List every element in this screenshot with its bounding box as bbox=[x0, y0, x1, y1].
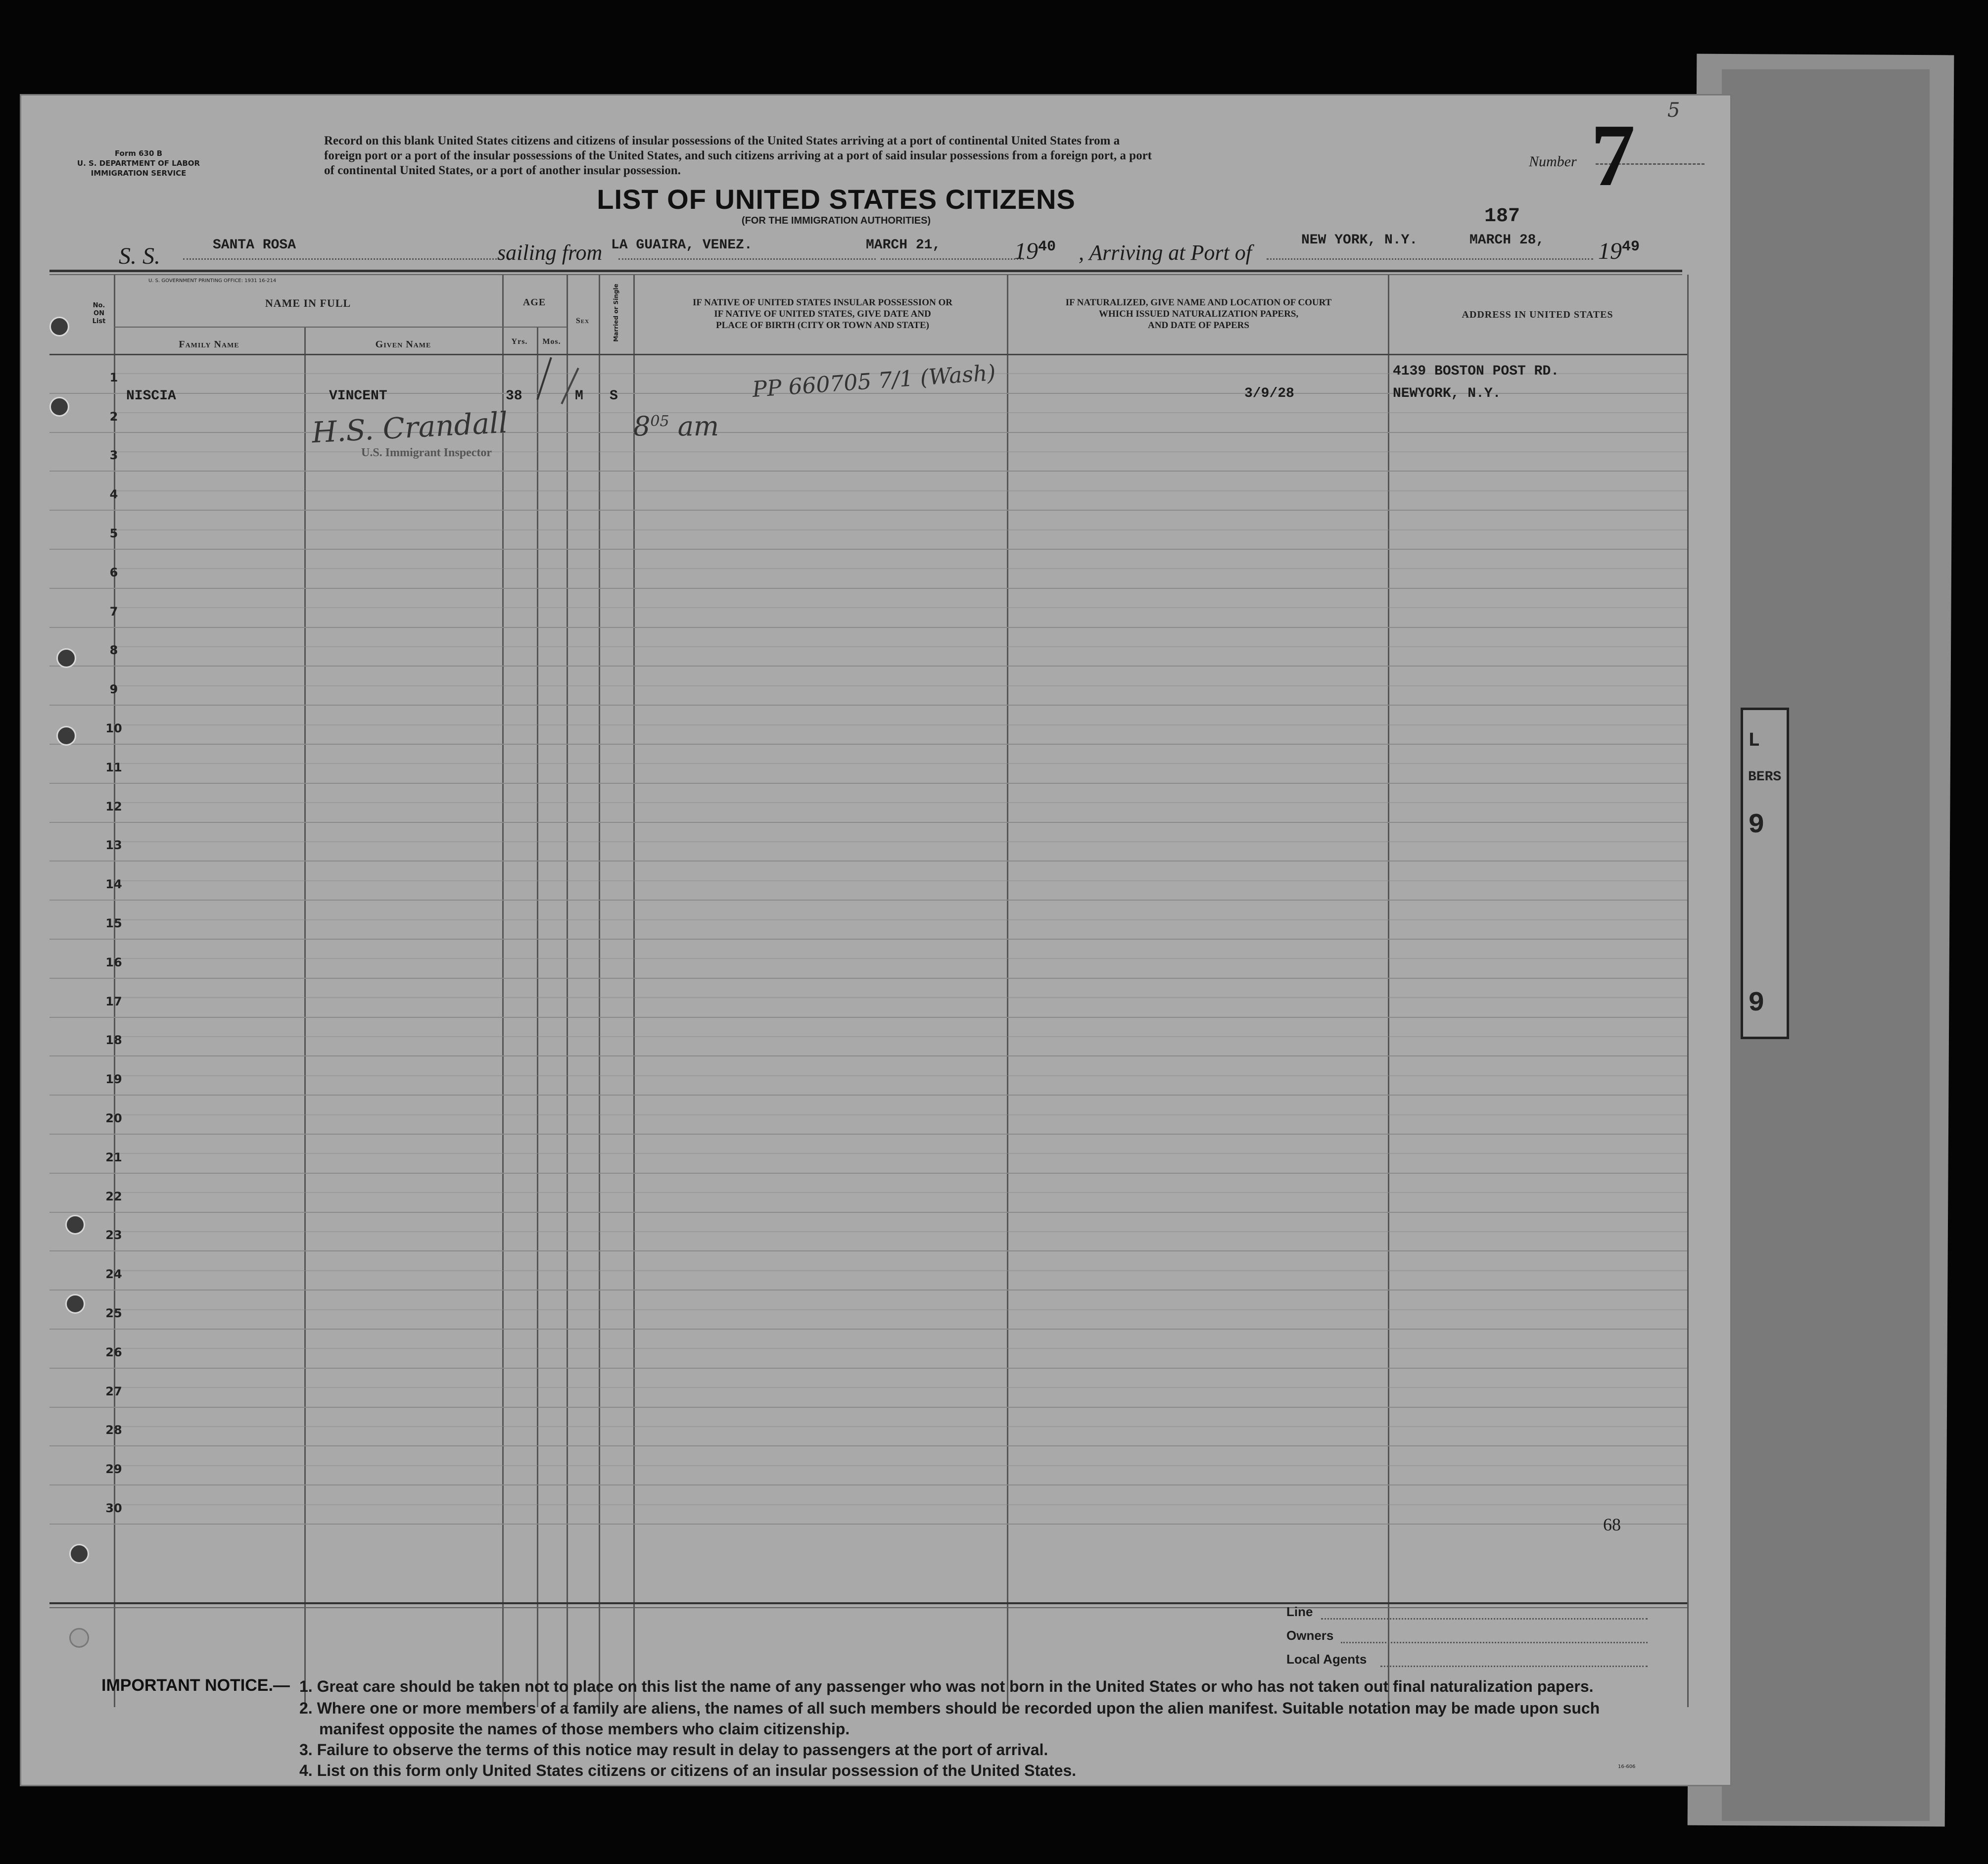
header-native-line-3: PLACE OF BIRTH (CITY OR TOWN AND STATE) bbox=[716, 320, 929, 331]
arrival-date: MARCH 28, bbox=[1469, 233, 1545, 248]
sailing-label: sailing from bbox=[497, 240, 603, 265]
number-value: 7 bbox=[1591, 106, 1635, 204]
row-guide-line bbox=[114, 958, 1687, 959]
row-number: 10 bbox=[105, 721, 122, 735]
line-label: Line bbox=[1286, 1604, 1313, 1619]
notice-3: 3. Failure to observe the terms of this notice may result in delay to passengers at the port of arrival. bbox=[299, 1741, 1048, 1759]
row-guide-line bbox=[114, 1309, 1687, 1310]
header-age: AGE bbox=[522, 297, 546, 308]
row-guide-line bbox=[114, 646, 1687, 647]
manifest-sheet bbox=[20, 94, 1732, 1786]
row-number: 25 bbox=[105, 1306, 122, 1320]
col-rule-native bbox=[1007, 275, 1008, 1707]
owners-underline bbox=[1341, 1642, 1648, 1643]
row-guide-line bbox=[114, 1153, 1687, 1154]
instructions bbox=[324, 134, 1452, 178]
agents-label: Local Agents bbox=[1286, 1652, 1367, 1667]
row-number: 29 bbox=[105, 1462, 122, 1477]
row-guide-line bbox=[114, 451, 1687, 452]
sail-year-suffix: 40 bbox=[1038, 239, 1056, 255]
row-number: 7 bbox=[109, 604, 118, 619]
col-rule-given bbox=[502, 275, 504, 1707]
row-number: 18 bbox=[105, 1033, 122, 1048]
table-bottom-rule bbox=[49, 1602, 1687, 1604]
instruction-line-1: Record on this blank United States citizens and citizens of insular possessions of the United States arriving at a port of continental United States from a bbox=[324, 134, 1120, 147]
binder-hole bbox=[69, 1544, 89, 1564]
table-row bbox=[49, 471, 1687, 472]
side-stub-tab bbox=[1741, 708, 1789, 1039]
header-sub-rule bbox=[114, 327, 567, 328]
row-number: 14 bbox=[105, 877, 122, 892]
row-guide-line bbox=[114, 1270, 1687, 1271]
inspector-stamp: U.S. Immigrant Inspector bbox=[361, 446, 492, 459]
col-rule-address bbox=[1687, 275, 1689, 1707]
row-number: 30 bbox=[105, 1501, 122, 1515]
stub-label: BERS bbox=[1748, 769, 1782, 785]
col-rule-naturalized bbox=[1388, 275, 1389, 1707]
row-number: 3 bbox=[109, 448, 118, 463]
table-row bbox=[49, 783, 1687, 784]
table-row bbox=[49, 1329, 1687, 1330]
header-native-line-2: IF NATIVE OF UNITED STATES, GIVE DATE AND bbox=[714, 309, 931, 319]
table-row bbox=[49, 627, 1687, 628]
row-guide-line bbox=[114, 1348, 1687, 1349]
header-naturalized-line-1: IF NATURALIZED, GIVE NAME AND LOCATION OF COURT bbox=[1065, 297, 1332, 308]
table-row bbox=[49, 1055, 1687, 1056]
table-bottom-rule-2 bbox=[49, 1607, 1687, 1608]
table-row bbox=[49, 588, 1687, 589]
arrival-year-suffix: 49 bbox=[1622, 239, 1640, 255]
table-row bbox=[49, 1445, 1687, 1446]
table-row bbox=[49, 705, 1687, 706]
row-guide-line bbox=[114, 1426, 1687, 1427]
row-guide-line bbox=[114, 1465, 1687, 1466]
header-no-on-list bbox=[79, 302, 119, 326]
table-row bbox=[49, 1407, 1687, 1408]
row-guide-line bbox=[114, 607, 1687, 608]
header-married-single: Married or Single bbox=[613, 284, 619, 342]
inspector-signature: H.S. Crandall bbox=[311, 405, 509, 450]
table-row bbox=[49, 900, 1687, 901]
table-row bbox=[49, 510, 1687, 511]
table-row bbox=[49, 1017, 1687, 1018]
instruction-line-2: foreign port or a port of the insular possessions of the United States, and such citizens arriving at a port of said insular possessions from a foreign port, a port bbox=[324, 149, 1152, 162]
owners-label: Owners bbox=[1286, 1628, 1334, 1643]
table-row bbox=[49, 1212, 1687, 1213]
row-guide-line bbox=[114, 490, 1687, 491]
ss-label: S. S. bbox=[119, 243, 160, 269]
table-row bbox=[49, 1095, 1687, 1096]
row-guide-line bbox=[114, 724, 1687, 725]
from-port-underline bbox=[618, 258, 876, 260]
table-row bbox=[49, 939, 1687, 940]
row-number: 15 bbox=[105, 916, 122, 930]
row-number: 1 bbox=[109, 370, 118, 384]
row-guide-line bbox=[114, 685, 1687, 686]
table-row bbox=[49, 666, 1687, 667]
stub-letter: L bbox=[1748, 730, 1760, 752]
department: U. S. DEPARTMENT OF LABOR bbox=[77, 159, 200, 168]
table-row bbox=[49, 744, 1687, 745]
entry-address-line-2: NEWYORK, N.Y. bbox=[1393, 386, 1501, 401]
row-number: 2 bbox=[109, 409, 118, 424]
row-number: 24 bbox=[105, 1267, 122, 1282]
row-number: 8 bbox=[109, 643, 118, 658]
header-family-name: Family Name bbox=[179, 339, 239, 350]
row-number: 26 bbox=[105, 1345, 122, 1359]
table-row bbox=[49, 549, 1687, 550]
entry-given-name: VINCENT bbox=[329, 388, 387, 404]
number-label: Number bbox=[1529, 153, 1577, 170]
row-guide-line bbox=[114, 880, 1687, 881]
header-naturalized bbox=[1009, 297, 1388, 331]
row-number: 19 bbox=[105, 1072, 122, 1087]
row-guide-line bbox=[114, 841, 1687, 842]
notice-2-continued: manifest opposite the names of those members who claim citizenship. bbox=[319, 1720, 850, 1738]
table-row bbox=[49, 1484, 1687, 1485]
row-number: 20 bbox=[105, 1111, 122, 1125]
header-bottom-rule bbox=[49, 354, 1687, 355]
row-guide-line bbox=[114, 1075, 1687, 1076]
row-number: 21 bbox=[105, 1150, 122, 1164]
sail-year-prefix: 19 bbox=[1014, 238, 1038, 264]
form-id: Form 630 B bbox=[114, 149, 163, 158]
table-top-rule-2 bbox=[49, 274, 1682, 275]
notice-4: 4. List on this form only United States citizens or citizens of an insular possession of the United States. bbox=[299, 1762, 1077, 1779]
row-number: 5 bbox=[109, 526, 118, 540]
header-mos: Mos. bbox=[542, 337, 561, 346]
row-number: 23 bbox=[105, 1228, 122, 1243]
table-row bbox=[49, 1250, 1687, 1251]
arrival-underline bbox=[1267, 258, 1593, 260]
table-row bbox=[49, 978, 1687, 979]
printing-note: U. S. GOVERNMENT PRINTING OFFICE: 1931 16-214 bbox=[148, 278, 277, 284]
stub-digit-bottom: 9 bbox=[1748, 987, 1765, 1019]
from-port: LA GUAIRA, VENEZ. bbox=[611, 238, 753, 253]
page-subtitle: (FOR THE IMMIGRATION AUTHORITIES) bbox=[741, 215, 931, 226]
row-number: 4 bbox=[109, 487, 118, 502]
header-name-in-full: NAME IN FULL bbox=[265, 297, 351, 309]
arrival-year-prefix: 19 bbox=[1598, 238, 1622, 264]
entry-family-name: NISCIA bbox=[126, 388, 176, 404]
table-row bbox=[49, 1368, 1687, 1369]
sail-year bbox=[1014, 238, 1056, 265]
header-native bbox=[638, 297, 1007, 331]
binder-hole-faint bbox=[69, 1628, 89, 1648]
row-number: 22 bbox=[105, 1189, 122, 1203]
row-guide-line bbox=[114, 763, 1687, 764]
row-guide-line bbox=[114, 1114, 1687, 1115]
ship-name: SANTA ROSA bbox=[213, 238, 296, 253]
row-guide-line bbox=[114, 1387, 1687, 1388]
col-rule-marital bbox=[633, 275, 635, 1707]
table-row bbox=[49, 860, 1687, 861]
stamp-number: 187 bbox=[1484, 205, 1520, 228]
form-code: 16-606 bbox=[1618, 1764, 1636, 1769]
line-underline bbox=[1321, 1618, 1648, 1620]
number-mark: 5 bbox=[1667, 99, 1680, 122]
table-row bbox=[49, 432, 1687, 433]
row-number: 27 bbox=[105, 1384, 122, 1398]
binder-hole bbox=[49, 397, 69, 417]
sail-date-underline bbox=[881, 258, 1024, 260]
table-top-rule bbox=[49, 270, 1682, 272]
header-no-line-2: ON bbox=[94, 310, 104, 317]
header-yrs: Yrs. bbox=[511, 337, 528, 346]
header-no-line-1: No. bbox=[93, 302, 105, 309]
form-id-block bbox=[59, 148, 218, 178]
row-guide-line bbox=[114, 1036, 1687, 1037]
header-no-line-3: List bbox=[92, 318, 106, 325]
row-number: 17 bbox=[105, 994, 122, 1008]
page-count: 68 bbox=[1603, 1515, 1621, 1534]
table-row bbox=[49, 1134, 1687, 1135]
row-guide-line bbox=[114, 802, 1687, 803]
sail-date: MARCH 21, bbox=[866, 238, 941, 253]
entry-sex: M bbox=[575, 388, 583, 404]
row-guide-line bbox=[114, 568, 1687, 569]
arrival-year bbox=[1598, 238, 1640, 265]
row-guide-line bbox=[114, 412, 1687, 413]
row-number: 13 bbox=[105, 838, 122, 853]
entry-native-note: PP 660705 7/1 (Wash) bbox=[751, 360, 997, 403]
notice-2: 2. Where one or more members of a family are aliens, the names of all such members should be recorded upon the alien manifest. Suitable notation may be made upon such bbox=[299, 1699, 1600, 1717]
entry-age-yrs: 38 bbox=[506, 388, 522, 404]
table-row bbox=[49, 1524, 1687, 1525]
time-note-suffix: am bbox=[669, 411, 719, 442]
row-guide-line bbox=[114, 529, 1687, 530]
row-guide-line bbox=[114, 1231, 1687, 1232]
time-note bbox=[633, 411, 719, 442]
row-guide-line bbox=[114, 1504, 1687, 1505]
binder-hole bbox=[56, 726, 76, 746]
binder-hole bbox=[56, 648, 76, 668]
row-number: 6 bbox=[109, 565, 118, 579]
row-number: 28 bbox=[105, 1423, 122, 1437]
entry-marital: S bbox=[610, 388, 618, 404]
entry-naturalized-date: 3/9/28 bbox=[1244, 386, 1294, 401]
time-note-main: 8 bbox=[633, 411, 651, 442]
header-sex: Sex bbox=[575, 317, 590, 325]
row-guide-line bbox=[114, 997, 1687, 998]
arriving-label: , Arriving at Port of bbox=[1079, 240, 1252, 265]
row-number: 12 bbox=[105, 799, 122, 813]
table-row bbox=[49, 1173, 1687, 1174]
header-given-name: Given Name bbox=[375, 339, 431, 350]
binder-hole bbox=[49, 317, 69, 336]
col-rule-sex bbox=[599, 275, 600, 1707]
agents-underline bbox=[1380, 1666, 1648, 1667]
binder-hole bbox=[65, 1294, 85, 1314]
time-note-sup: 05 bbox=[650, 413, 669, 430]
col-rule-mos bbox=[567, 275, 568, 1707]
entry-address-line-1: 4139 BOSTON POST RD. bbox=[1393, 364, 1560, 379]
header-naturalized-line-2: WHICH ISSUED NATURALIZATION PAPERS, bbox=[1098, 309, 1299, 319]
ship-underline bbox=[183, 258, 500, 260]
row-guide-line bbox=[114, 1192, 1687, 1193]
arrival-port: NEW YORK, N.Y. bbox=[1301, 233, 1418, 248]
header-naturalized-line-3: AND DATE OF PAPERS bbox=[1148, 320, 1249, 331]
service: IMMIGRATION SERVICE bbox=[91, 169, 187, 178]
row-number: 11 bbox=[105, 760, 122, 774]
notice-heading: IMPORTANT NOTICE.— bbox=[101, 1676, 290, 1695]
header-address: ADDRESS IN UNITED STATES bbox=[1462, 309, 1613, 320]
row-guide-line bbox=[114, 919, 1687, 920]
stub-digit-top: 9 bbox=[1748, 809, 1765, 841]
notice-1: 1. Great care should be taken not to place on this list the name of any passenger who was not born in the United States or who has not taken out final naturalization papers. bbox=[299, 1677, 1594, 1695]
header-native-line-1: IF NATIVE OF UNITED STATES INSULAR POSSESSION OR bbox=[693, 297, 952, 308]
row-number: 9 bbox=[109, 682, 118, 697]
row-number: 16 bbox=[105, 955, 122, 969]
table-row bbox=[49, 822, 1687, 823]
binder-hole bbox=[65, 1215, 85, 1235]
page-title: LIST OF UNITED STATES CITIZENS bbox=[597, 184, 1076, 215]
instruction-line-3: of continental United States, or a port of another insular possession. bbox=[324, 164, 681, 177]
